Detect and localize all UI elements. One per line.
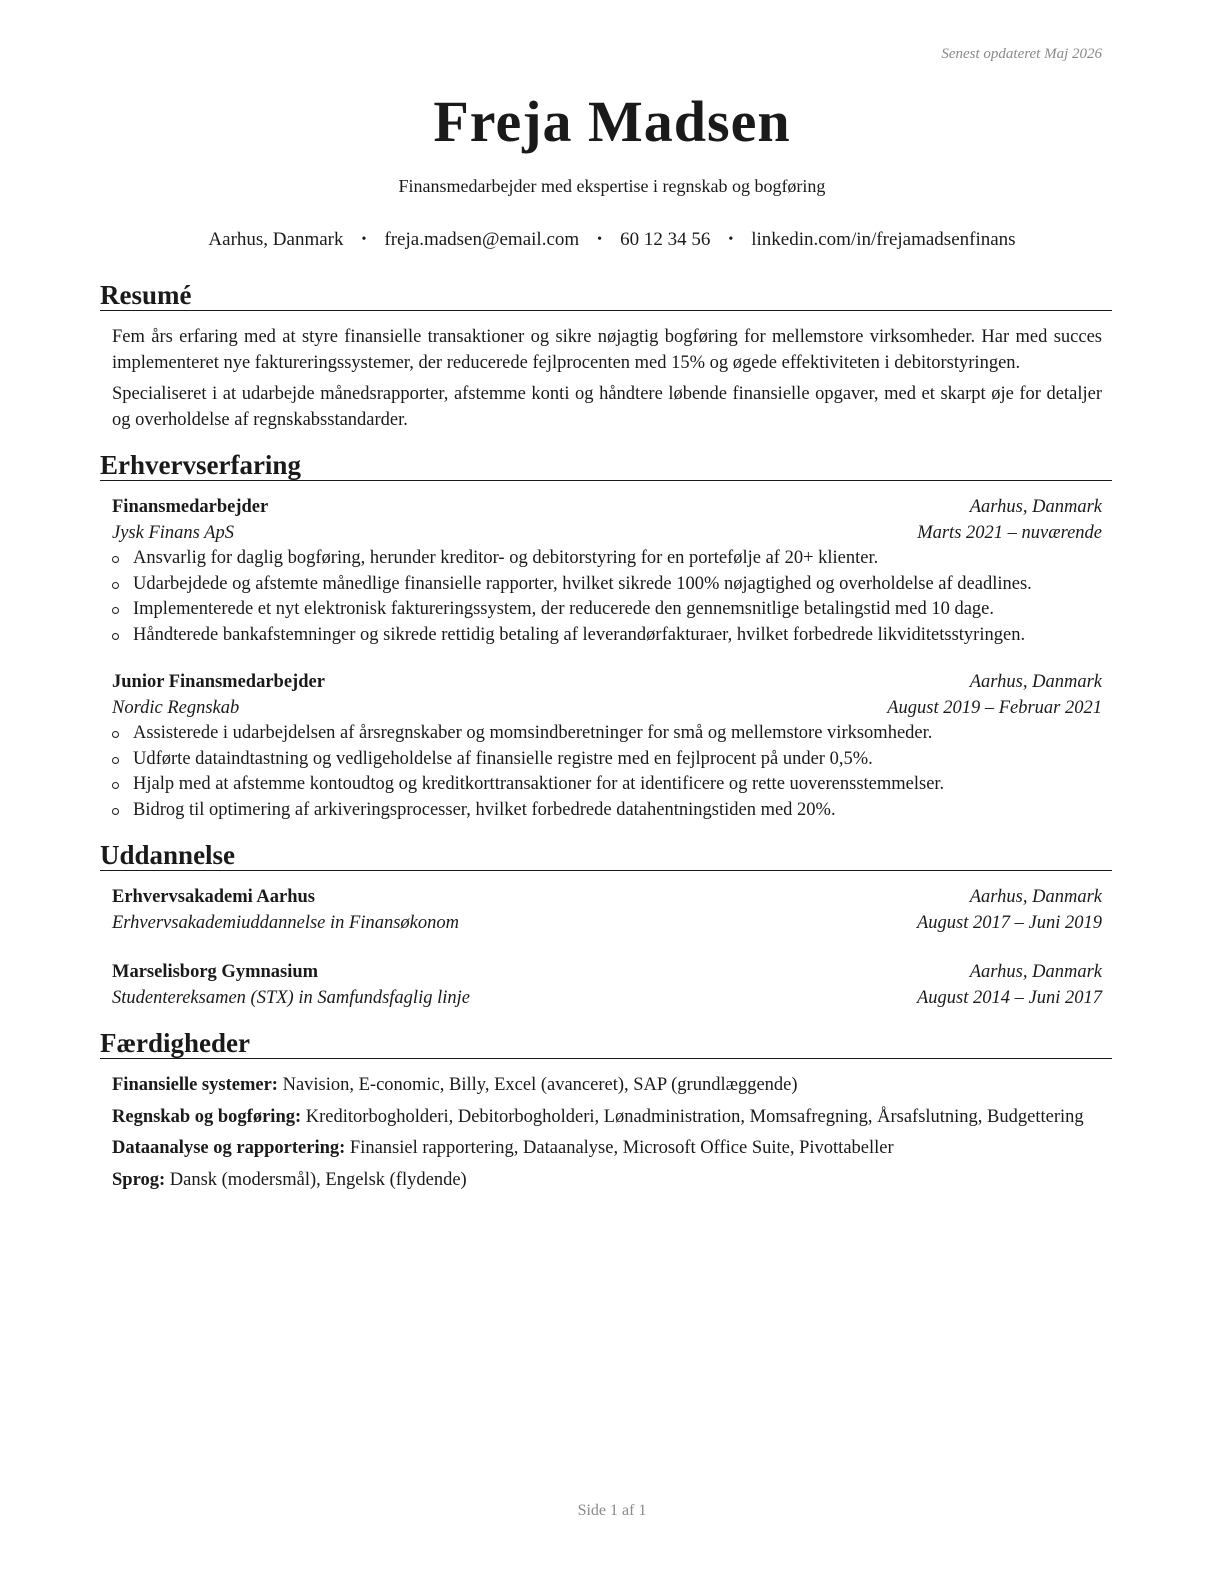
list-item: Ansvarlig for daglig bogføring, herunder kreditor- og debitorstyring for en portefølje af 20+ klienter. <box>100 546 1102 572</box>
section-heading-skills: Færdigheder <box>100 1028 1112 1059</box>
job-bullets <box>100 721 1112 823</box>
contact-phone: 60 12 34 56 <box>620 229 711 250</box>
skills-section <box>100 1028 1112 1193</box>
contact-linkedin[interactable]: linkedin.com/in/frejamadsenfinans <box>751 229 1016 250</box>
job-dates: Marts 2021 – nuværende <box>917 522 1102 543</box>
education-entry <box>100 885 1112 936</box>
skill-value: Kreditorbogholderi, Debitorbogholderi, Lønadministration, Momsafregning, Årsafslutning, Budgettering <box>305 1106 1084 1127</box>
separator-dot: • <box>728 232 734 247</box>
list-item: Assisterede i udarbejdelsen af årsregnskaber og momsindberetninger for små og mellemstore virksomheder. <box>100 721 1102 747</box>
section-heading-education: Uddannelse <box>100 840 1112 871</box>
skill-line <box>112 1168 1102 1194</box>
job-company: Jysk Finans ApS <box>112 522 234 543</box>
job-bullets <box>100 546 1112 648</box>
separator-dot: • <box>597 232 603 247</box>
list-item: Hjalp med at afstemme kontoudtog og kreditkorttransaktioner for at identificere og rette uoverensstemmelser. <box>100 772 1102 798</box>
education-section <box>100 840 1112 1011</box>
skill-label: Dataanalyse og rapportering: <box>112 1138 346 1158</box>
education-degree: Studentereksamen (STX) in Samfundsfaglig linje <box>112 987 470 1008</box>
education-location: Aarhus, Danmark <box>969 887 1102 907</box>
list-item: Håndterede bankafstemninger og sikrede rettidig betaling af leverandørfakturaer, hvilket forbedrede likviditetsstyringen. <box>100 623 1102 649</box>
job-title: Junior Finansmedarbejder <box>112 672 325 692</box>
education-degree: Erhvervsakademiuddannelse in Finansøkonom <box>112 912 459 933</box>
job-company: Nordic Regnskab <box>112 697 240 718</box>
skill-value: Navision, E-conomic, Billy, Excel (avanceret), SAP (grundlæggende) <box>282 1075 798 1095</box>
education-dates: August 2014 – Juni 2017 <box>917 987 1102 1008</box>
skill-line <box>112 1136 1102 1162</box>
skill-line <box>112 1105 1102 1131</box>
education-dates: August 2017 – Juni 2019 <box>917 912 1102 933</box>
job-entry <box>100 495 1112 546</box>
experience-section <box>100 450 1112 823</box>
skill-value: Finansiel rapportering, Dataanalyse, Microsoft Office Suite, Pivottabeller <box>349 1138 894 1158</box>
section-heading-experience: Erhvervserfaring <box>100 450 1112 481</box>
page-title: Freja Madsen <box>433 89 791 154</box>
contact-location: Aarhus, Danmark <box>208 229 344 250</box>
job-location: Aarhus, Danmark <box>969 497 1102 517</box>
job-location: Aarhus, Danmark <box>969 672 1102 692</box>
section-heading-summary: Resumé <box>100 280 1112 311</box>
list-item: Implementerede et nyt elektronisk faktureringssystem, der reducerede den gennemsnitlige betalingstid med 10 dage. <box>100 597 1102 623</box>
subtitle: Finansmedarbejder med ekspertise i regnskab og bogføring <box>398 176 826 196</box>
last-updated: Senest opdateret Maj 2026 <box>941 46 1102 62</box>
skill-label: Sprog: <box>112 1169 166 1190</box>
page-number: Side 1 af 1 <box>577 1502 647 1519</box>
skill-value: Dansk (modersmål), Engelsk (flydende) <box>169 1169 467 1190</box>
contact-email[interactable]: freja.madsen@email.com <box>384 229 580 250</box>
education-location: Aarhus, Danmark <box>969 962 1102 982</box>
job-entry <box>100 670 1112 721</box>
summary-paragraph: Fem års erfaring med at styre finansielle transaktioner og sikre nøjagtig bogføring for mellemstore virksomheder. Har med succes implementeret nye faktureringssystemer, der reducerede fejlprocenten med 15% og øgede effektiviteten i debitorstyringen. <box>112 327 1102 373</box>
job-title: Finansmedarbejder <box>112 497 269 517</box>
list-item: Udførte dataindtastning og vedligeholdelse af finansielle registre med en fejlprocent på under 0,5%. <box>100 747 1102 773</box>
skill-label: Regnskab og bogføring: <box>112 1106 302 1127</box>
job-dates: August 2019 – Februar 2021 <box>887 697 1102 718</box>
education-entry <box>100 960 1112 1011</box>
summary-paragraph: Specialiseret i at udarbejde månedsrapporter, afstemme konti og håndtere løbende finansielle opgaver, med et skarpt øje for detaljer og overholdelse af regnskabsstandarder. <box>112 384 1102 430</box>
resume-content <box>100 280 1112 1193</box>
education-school: Erhvervsakademi Aarhus <box>112 887 316 907</box>
summary-section <box>100 280 1112 433</box>
education-school: Marselisborg Gymnasium <box>112 962 319 982</box>
contact-line <box>0 229 1224 251</box>
list-item: Bidrog til optimering af arkiveringsprocesser, hvilket forbedrede datahentningstiden med 20%. <box>100 798 1102 824</box>
separator-dot: • <box>361 232 367 247</box>
skill-label: Finansielle systemer: <box>112 1075 278 1095</box>
list-item: Udarbejdede og afstemte månedlige finansielle rapporter, hvilket sikrede 100% nøjagtighed og overholdelse af deadlines. <box>100 572 1102 598</box>
skill-line <box>112 1073 1102 1099</box>
